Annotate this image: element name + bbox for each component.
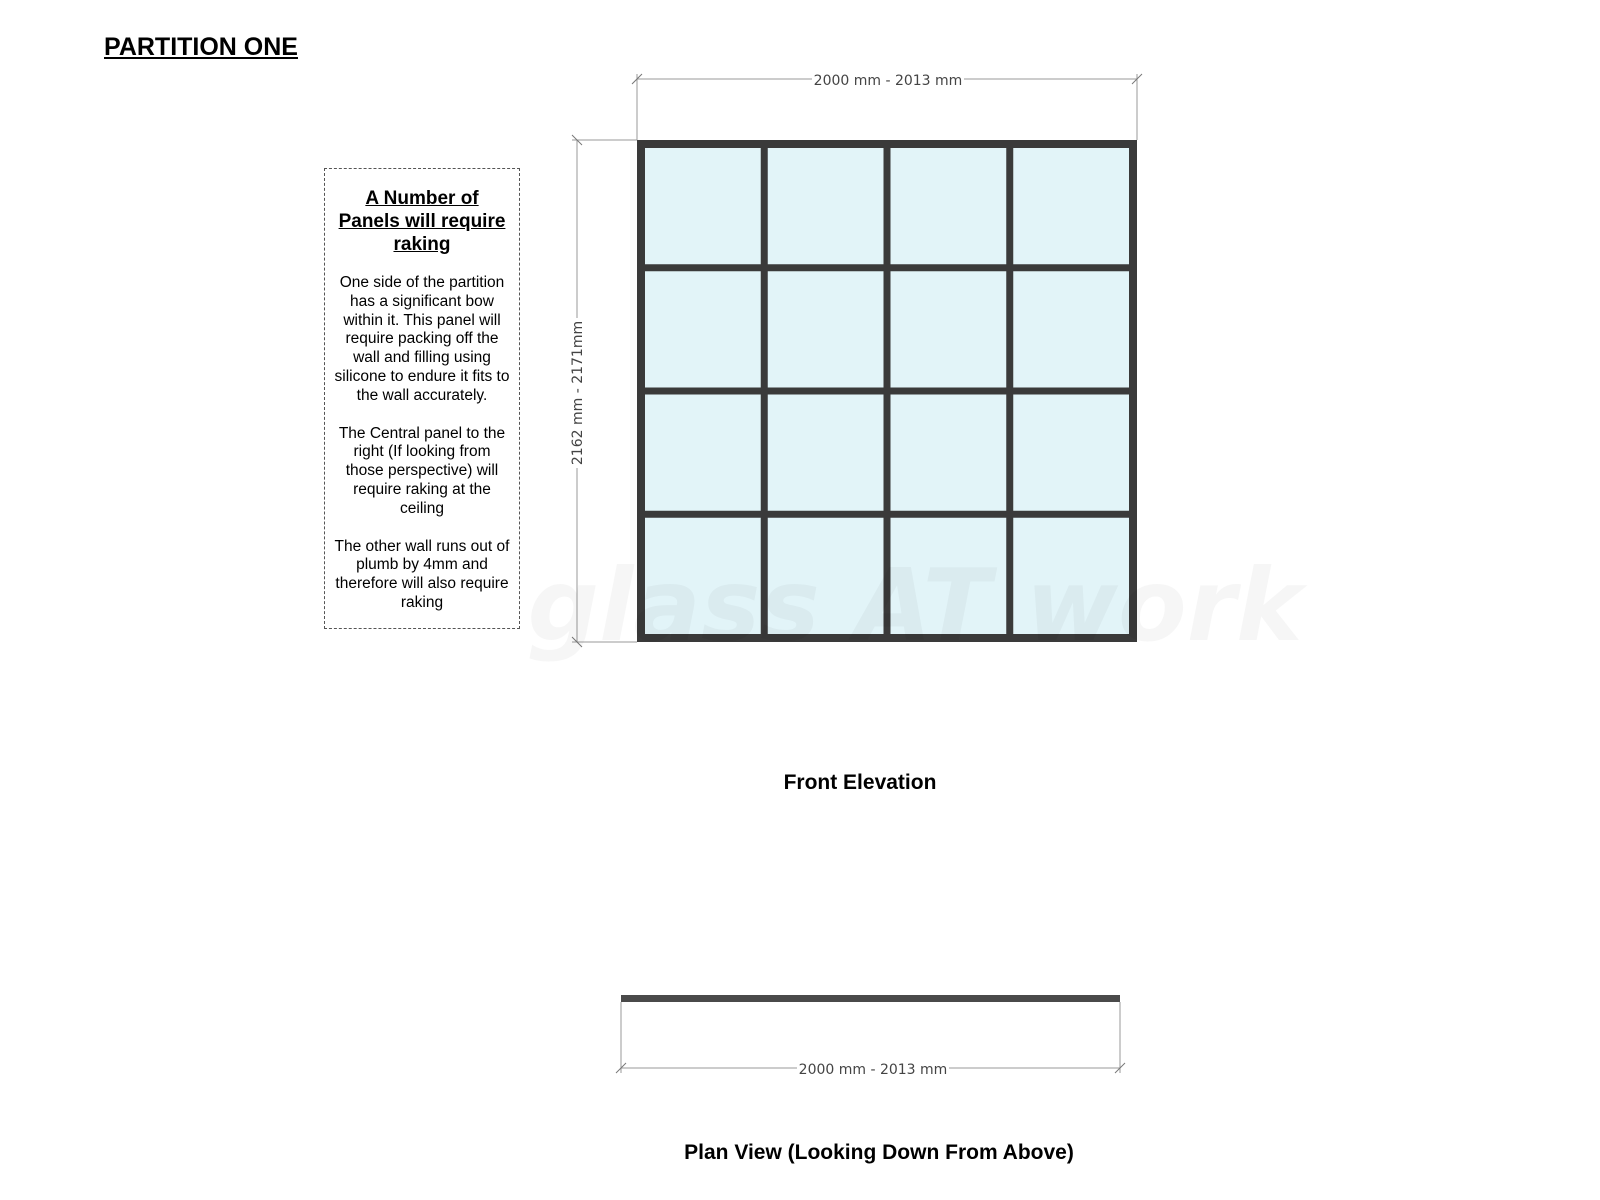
glass-panel [1013,148,1129,264]
glass-panel [645,271,761,387]
glass-panel [768,148,884,264]
glass-panel [645,395,761,511]
front-width-dimension [632,70,1142,140]
front-height-dimension-label: 2162 mm - 2171mm [570,320,586,466]
note-paragraph-plumb: The other wall runs out of plumb by 4mm and therefore will also require raking [334,537,510,611]
page-title: PARTITION ONE [104,33,298,61]
note-heading: A Number of Panels will require raking [338,188,506,255]
glass-panel [768,271,884,387]
front-width-dimension-label: 2000 mm - 2013 mm [813,73,963,89]
plan-view-caption: Plan View (Looking Down From Above) [684,1141,1074,1164]
glass-panel [1013,271,1129,387]
plan-width-dimension [616,1002,1125,1078]
glass-panel [768,395,884,511]
glass-panel [891,271,1007,387]
glass-panel [891,148,1007,264]
plan-view-partition-bar [621,995,1120,1002]
glass-panel [1013,395,1129,511]
glass-panel [645,148,761,264]
front-elevation-caption: Front Elevation [783,771,937,794]
note-paragraph-bow: One side of the partition has a significant bow within it. This panel will require packing off the wall and filling using silicone to endure it fits to the wall accurately. [334,274,510,404]
note-paragraph-central-panel: The Central panel to the right (If looking from those perspective) will require raking at the ceiling [338,424,506,517]
glass-panel [891,395,1007,511]
watermark-logo: glass AT work [527,547,1303,664]
plan-width-dimension-label: 2000 mm - 2013 mm [798,1062,948,1078]
